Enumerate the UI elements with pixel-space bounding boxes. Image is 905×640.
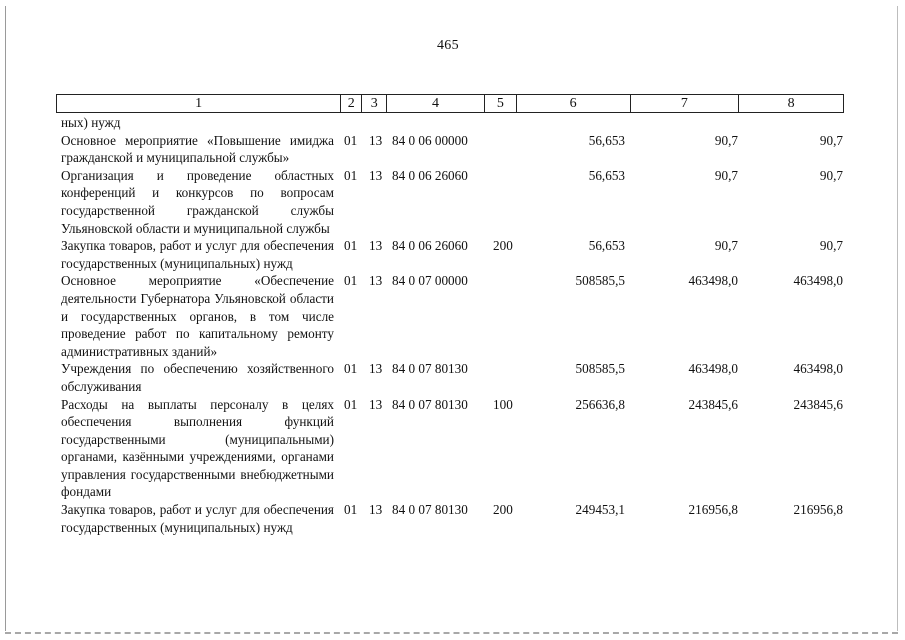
row-value-col8: 216956,8 [793,502,843,518]
row-value-col6: 56,653 [588,167,625,183]
table-row [61,167,841,237]
row-section: 01 [344,502,358,518]
page-number: 465 [437,38,459,53]
table-row [61,360,841,395]
page-bottom-edge [5,632,898,634]
header-col-1: 1 [57,95,341,112]
row-value-col6: 56,653 [588,238,625,254]
row-value-col8: 90,7 [819,167,843,183]
table-row [61,114,841,132]
header-col-4: 4 [387,95,485,112]
row-value-col6: 56,653 [588,132,625,148]
table-row [61,237,841,272]
header-col-2: 2 [341,95,362,112]
row-name: Основное мероприятие «Повышение имиджа гражданской и муниципальной службы» [61,132,334,166]
row-subsection: 13 [369,238,383,254]
row-value-col6: 249453,1 [575,502,625,518]
row-value-col7: 243845,6 [688,396,738,412]
row-subsection: 13 [369,132,383,148]
row-subsection: 13 [369,502,383,518]
row-subsection: 13 [369,273,383,289]
row-value-col8: 243845,6 [793,396,843,412]
header-col-5: 5 [485,95,517,112]
row-value-col8: 463498,0 [793,273,843,289]
row-section: 01 [344,238,358,254]
row-subsection: 13 [369,396,383,412]
row-subsection: 13 [369,361,383,377]
row-value-col6: 508585,5 [575,361,625,377]
row-subsection: 13 [369,167,383,183]
row-target-article: 84 0 07 80130 [392,396,468,412]
table-row [61,396,841,502]
row-value-col7: 90,7 [714,132,738,148]
row-section: 01 [344,396,358,412]
row-value-col7: 90,7 [714,238,738,254]
table-row [61,272,841,360]
row-target-article: 84 0 06 00000 [392,132,468,148]
row-name: Основное мероприятие «Обеспечение деятельности Губернатора Ульяновской области и государственных органов, в том числе проведение работ по капитальному ремонту административных зданий» [61,273,334,359]
row-name: Закупка товаров, работ и услуг для обеспечения государственных (муниципальных) нужд [61,238,334,271]
row-expense-type: 200 [493,502,513,518]
row-name: Закупка товаров, работ и услуг для обеспечения государственных (муниципальных) нужд [61,502,334,535]
header-col-3: 3 [362,95,387,112]
row-section: 01 [344,361,358,377]
row-name: Расходы на выплаты персоналу в целях обеспечения выполнения функций государственными (муниципальными) органами, казёнными учреждениями, органами управления государственными внебюджетными фондами [61,396,334,500]
row-target-article: 84 0 07 80130 [392,502,468,518]
row-section: 01 [344,167,358,183]
row-value-col8: 463498,0 [793,361,843,377]
row-value-col7: 90,7 [714,167,738,183]
header-col-7: 7 [631,95,740,112]
row-target-article: 84 0 07 80130 [392,361,468,377]
row-value-col8: 90,7 [819,132,843,148]
row-name: Организация и проведение областных конференций и конкурсов по вопросам государственной гражданской службы Ульяновской области и муниципальной службы [61,167,334,236]
row-expense-type: 100 [493,396,513,412]
row-value-col6: 508585,5 [575,273,625,289]
header-col-6: 6 [517,95,631,112]
row-name: ных) нужд [61,115,121,130]
row-value-col6: 256636,8 [575,396,625,412]
row-target-article: 84 0 07 00000 [392,273,468,289]
row-value-col7: 463498,0 [688,361,738,377]
table-row [61,501,841,536]
row-section: 01 [344,132,358,148]
header-col-8: 8 [787,96,795,111]
row-expense-type: 200 [493,238,513,254]
row-value-col7: 463498,0 [688,273,738,289]
row-section: 01 [344,273,358,289]
table-body [61,114,841,536]
row-value-col7: 216956,8 [688,502,738,518]
row-target-article: 84 0 06 26060 [392,238,468,254]
row-name: Учреждения по обеспечению хозяйственного обслуживания [61,361,334,394]
table-header-row [56,94,844,113]
table-row [61,132,841,167]
row-target-article: 84 0 06 26060 [392,167,468,183]
row-value-col8: 90,7 [819,238,843,254]
